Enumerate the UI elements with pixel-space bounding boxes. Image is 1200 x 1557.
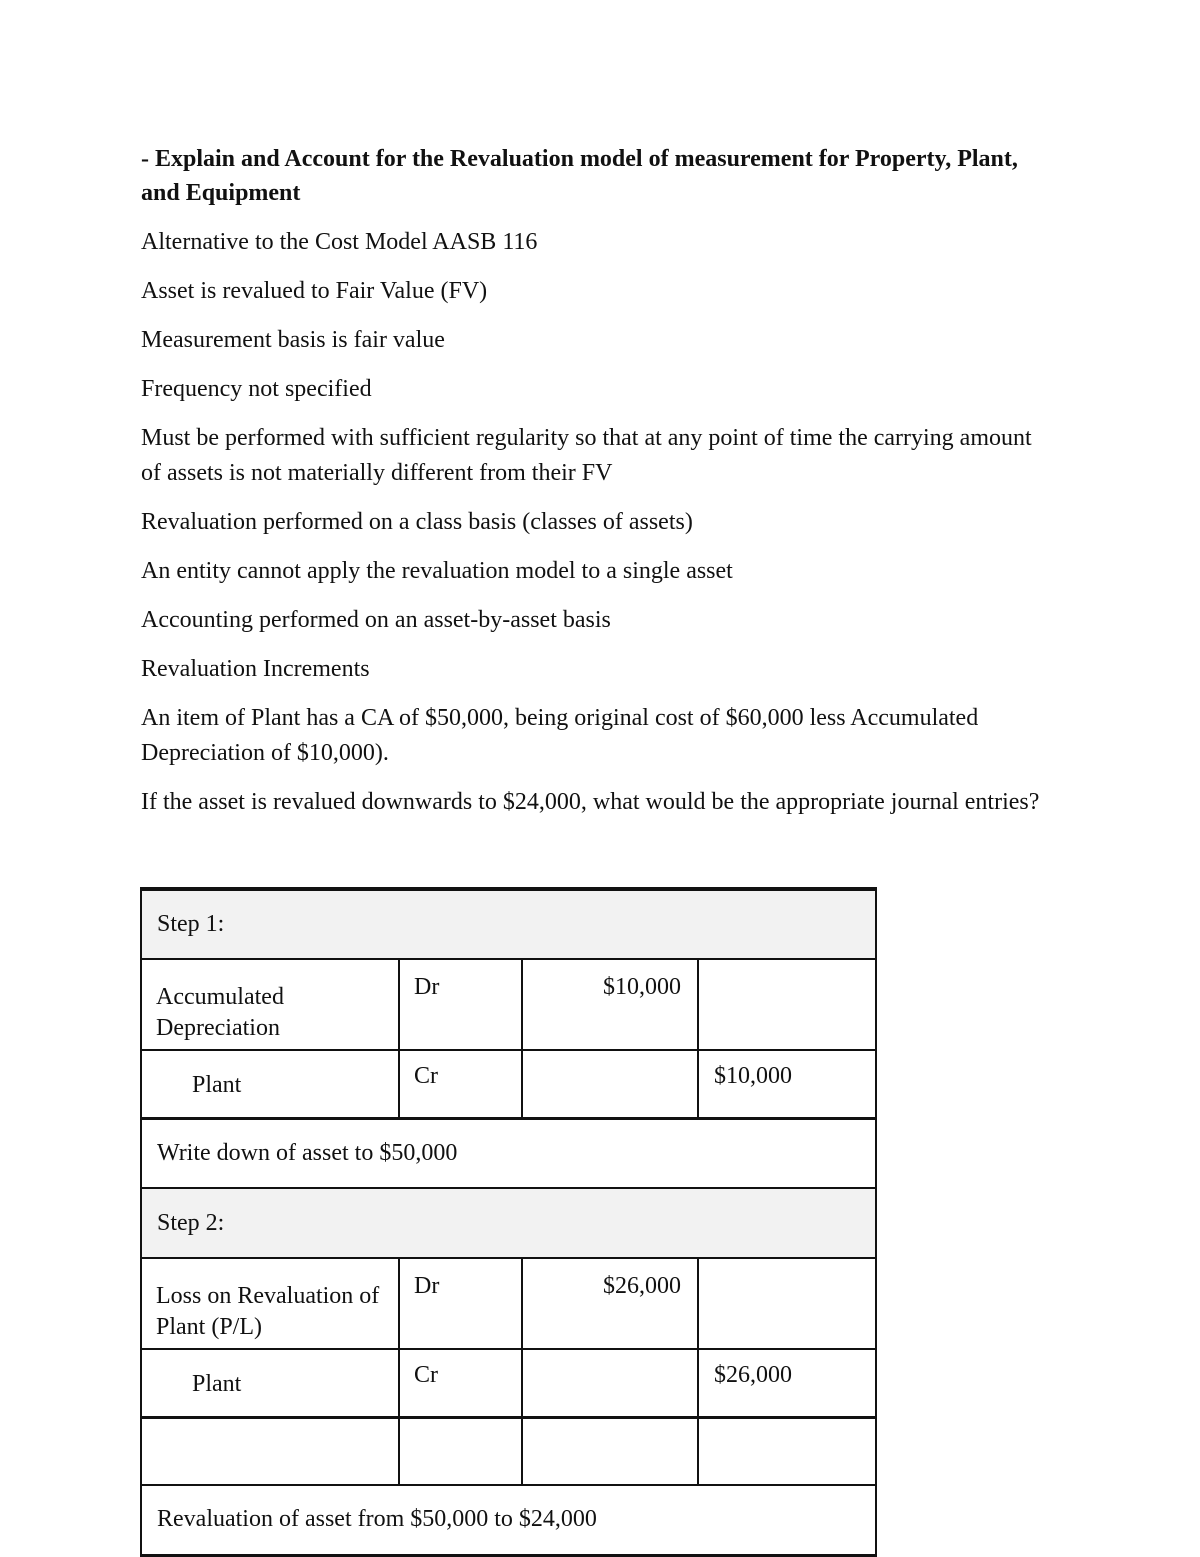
step-2-header-row (141, 1188, 876, 1258)
paragraph-measurement-basis: Measurement basis is fair value (141, 327, 445, 353)
step-2-credit-side: Cr (399, 1349, 522, 1417)
step-2-credit-account: Plant (141, 1349, 399, 1417)
paragraph-frequency: Frequency not specified (141, 376, 372, 402)
step-2-debit-account: Loss on Revaluation of Plant (P/L) (141, 1258, 399, 1349)
table-row (141, 1050, 876, 1118)
document-heading: - Explain and Account for the Revaluation model of measurement for Property, Plant, and Equipment (141, 146, 1018, 206)
table-row (141, 1349, 876, 1417)
paragraph-increments: Revaluation Increments (141, 656, 370, 682)
step-2-debit-amount: $26,000 (522, 1258, 698, 1349)
table-row (141, 1258, 876, 1349)
document-body (141, 142, 1041, 834)
paragraph-single-asset: An entity cannot apply the revaluation model to a single asset (141, 558, 733, 584)
step-1-credit-amount: $10,000 (698, 1050, 876, 1118)
blank-cell (141, 1417, 399, 1485)
step-2-credit-debit-cell (522, 1349, 698, 1417)
step-2-label: Step 2: (141, 1188, 876, 1258)
paragraph-question: If the asset is revalued downwards to $24,000, what would be the appropriate journal entries? (141, 789, 1040, 815)
blank-cell (698, 1417, 876, 1485)
paragraph-class-basis: Revaluation performed on a class basis (classes of assets) (141, 509, 693, 535)
step-2-narration: Revaluation of asset from $50,000 to $24,000 (141, 1485, 876, 1555)
step-1-narration-row (141, 1118, 876, 1188)
step-1-header-row (141, 889, 876, 959)
paragraph-regularity: Must be performed with sufficient regularity so that at any point of time the carrying amount of assets is not materially different from their FV (141, 425, 1032, 486)
step-1-debit-account: Accumulated Depreciation (141, 959, 399, 1050)
table-row (141, 959, 876, 1050)
blank-cell (522, 1417, 698, 1485)
step-2-credit-amount: $26,000 (698, 1349, 876, 1417)
journal-entries-table (140, 887, 877, 1557)
paragraph-cost-model: Alternative to the Cost Model AASB 116 (141, 229, 538, 255)
step-1-debit-credit-cell (698, 959, 876, 1050)
step-1-debit-amount: $10,000 (522, 959, 698, 1050)
paragraph-fair-value: Asset is revalued to Fair Value (FV) (141, 278, 488, 304)
step-1-label: Step 1: (141, 889, 876, 959)
step-1-credit-account: Plant (141, 1050, 399, 1118)
blank-cell (399, 1417, 522, 1485)
paragraph-asset-by-asset: Accounting performed on an asset-by-asset basis (141, 607, 611, 633)
step-2-narration-row (141, 1485, 876, 1555)
step-1-narration: Write down of asset to $50,000 (141, 1118, 876, 1188)
step-1-credit-debit-cell (522, 1050, 698, 1118)
step-2-debit-credit-cell (698, 1258, 876, 1349)
step-1-debit-side: Dr (399, 959, 522, 1050)
step-2-debit-side: Dr (399, 1258, 522, 1349)
blank-row (141, 1417, 876, 1485)
step-1-credit-side: Cr (399, 1050, 522, 1118)
paragraph-example: An item of Plant has a CA of $50,000, being original cost of $60,000 less Accumulated Depreciation of $10,000). (141, 705, 979, 766)
